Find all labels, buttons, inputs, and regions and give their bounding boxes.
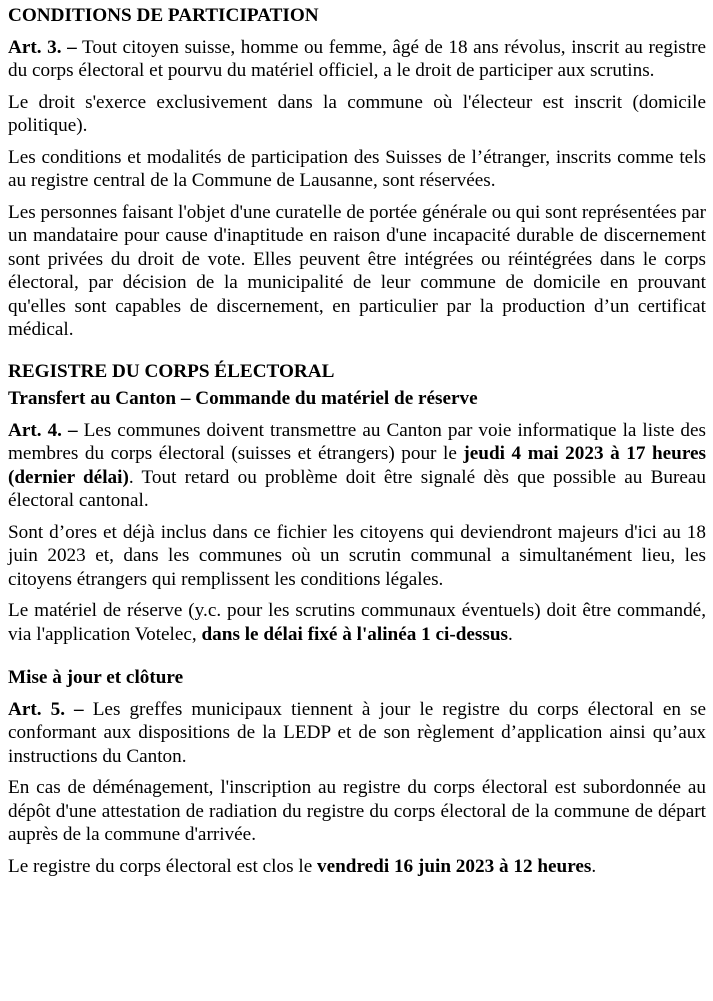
document-page [8, 0, 706, 878]
section-heading-conditions: CONDITIONS DE PARTICIPATION [8, 5, 319, 26]
registre-paragraph-3-text-b: . [508, 623, 513, 645]
miseajour-paragraph-3-text-b: . [591, 855, 597, 877]
conditions-paragraph-2: Le droit s'exerce exclusivement dans la commune où l'électeur est inscrit (domicile politique). [8, 91, 706, 136]
article-4-paragraph [8, 419, 706, 513]
registre-paragraph-3-text-a: Le matériel de réserve (y.c. pour les scrutins communaux éventuels) doit être commandé, via l'application Votelec, [8, 600, 706, 645]
conditions-paragraph-3: Les conditions et modalités de participation des Suisses de l’étranger, inscrits comme tels au registre central de la Commune de Lausanne, sont réservées. [8, 146, 706, 191]
conditions-paragraph-4: Les personnes faisant l'objet d'une curatelle de portée générale ou qui sont représentées par un mandataire pour cause d'inaptitude en raison d'une incapacité durable de discernement sont privées du droit de vote. Elles peuvent être intégrées ou réintégrées dans le corps électoral, par décision de la municipalité de leur commune de domicile en prouvant qu'elles sont capables de discernement, en particulier par la production d’un certificat médical. [8, 201, 706, 340]
miseajour-paragraph-3-deadline: vendredi 16 juin 2023 à 12 heures [317, 855, 592, 877]
subheading-mise-a-jour: Mise à jour et clôture [8, 667, 184, 688]
article-4-text-b: . Tout retard ou problème doit être signalé dès que possible au Bureau électoral cantonal. [8, 466, 707, 511]
article-3-text: Tout citoyen suisse, homme ou femme, âgé de 18 ans révolus, inscrit au registre du corps électoral et pourvu du matériel officiel, a le droit de participer aux scrutins. [8, 36, 706, 81]
registre-paragraph-3-deadline: dans le délai fixé à l'alinéa 1 ci-dessus [201, 623, 509, 645]
miseajour-paragraph-3 [8, 855, 706, 879]
article-5-text: Les greffes municipaux tiennent à jour le registre du corps électoral en se conformant aux dispositions de la LEDP et de son règlement d’application ainsi qu’aux instructions du Canton. [8, 698, 707, 767]
article-4-text-a: Les communes doivent transmettre au Canton par voie informatique la liste des membres du corps électoral (suisses et étrangers) pour le [8, 419, 706, 464]
article-4-deadline: jeudi 4 mai 2023 à 17 heures (dernier délai) [8, 443, 706, 488]
subheading-transfert: Transfert au Canton – Commande du matériel de réserve [8, 388, 478, 409]
article-5-paragraph [8, 698, 706, 769]
registre-paragraph-2: Sont d’ores et déjà inclus dans ce fichier les citoyens qui deviendront majeurs d'ici au 18 juin 2023 et, dans les communes où un scrutin communal a simultanément lieu, les citoyens étrangers qui remplissent les conditions légales. [8, 521, 706, 590]
registre-paragraph-3 [8, 599, 706, 646]
miseajour-paragraph-2: En cas de déménagement, l'inscription au registre du corps électoral est subordonnée au dépôt d'une attestation de radiation du registre du corps électoral de la commune de départ auprès de la commune d'arrivée. [8, 777, 706, 845]
article-3-label: Art. 3. – [8, 36, 77, 58]
section-heading-registre: REGISTRE DU CORPS ÉLECTORAL [8, 360, 335, 382]
article-5-label: Art. 5. – [8, 698, 84, 720]
article-4-label: Art. 4. – [8, 419, 78, 441]
miseajour-paragraph-3-text-a: Le registre du corps électoral est clos le [8, 855, 318, 877]
article-3-paragraph [8, 36, 706, 83]
